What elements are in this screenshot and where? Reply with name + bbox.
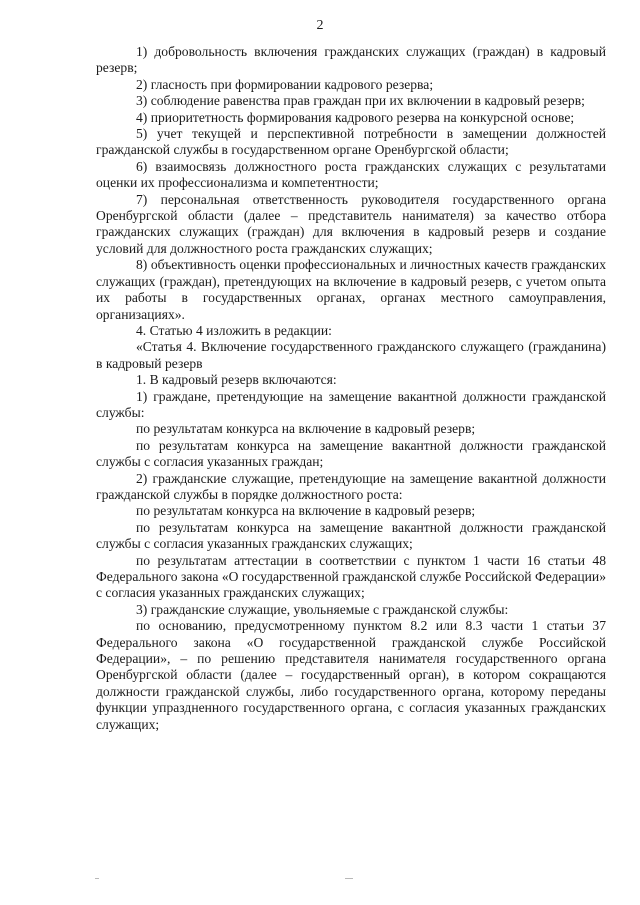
- paragraph-principle-6: 6) взаимосвязь должностного роста гражданских служащих с результатами оценки их профессионализма и компетентности;: [96, 158, 606, 191]
- paragraph-item-1: 1) граждане, претендующие на замещение вакантной должности гражданской службы:: [96, 388, 606, 420]
- paragraph-principle-3: 3) соблюдение равенства прав граждан при их включении в кадровый резерв;: [136, 93, 585, 109]
- paragraph-item-2: 2) гражданские служащие, претендующие на замещение вакантной должности гражданской службы в порядке должностного роста:: [96, 470, 606, 502]
- paragraph-item-2-a: по результатам конкурса на включение в кадровый резерв;: [136, 503, 476, 519]
- paragraph-item-2-b: по результатам конкурса на замещение вакантной должности гражданской службы с согласия указанных гражданских служащих;: [96, 519, 606, 552]
- paragraph-principle-7: 7) персональная ответственность руководителя государственного органа Оренбургской области (далее – представитель нанимателя) за качество отбора гражданских служащих (граждан) для включения в кадровый резерв и создание условий для должностного роста гражданских служащих;: [96, 191, 606, 256]
- paragraph-article-4-part-1: 1. В кадровый резерв включаются:: [136, 372, 337, 388]
- paragraph-item-1-a: по результатам конкурса на включение в кадровый резерв;: [136, 421, 476, 437]
- paragraph-article-4-title: «Статья 4. Включение государственного гражданского служащего (гражданина) в кадровый резерв: [96, 339, 606, 371]
- page-number: 2: [316, 18, 324, 33]
- paragraph-principle-2: 2) гласность при формировании кадрового резерва;: [136, 76, 434, 92]
- scan-artifact-right: [345, 878, 353, 879]
- paragraph-amendment-4: 4. Статью 4 изложить в редакции:: [136, 322, 332, 338]
- paragraph-item-2-c: по результатам аттестации в соответствии с пунктом 1 части 16 статьи 48 Федерального закона «О государственной гражданской службе Российской Федерации» с согласия указанных гражданских служащих;: [96, 552, 606, 601]
- scan-artifact-left: [95, 878, 99, 879]
- paragraph-item-1-b: по результатам конкурса на замещение вакантной должности гражданской службы с согласия указанных граждан;: [96, 437, 606, 470]
- paragraph-principle-1: 1) добровольность включения гражданских служащих (граждан) в кадровый резерв;: [96, 44, 606, 76]
- document-body: [96, 44, 606, 733]
- paragraph-item-3-a: по основанию, предусмотренному пунктом 8.2 или 8.3 части 1 статьи 37 Федерального закона «О государственной гражданской службе Российской Федерации», – по решению представителя нанимателя государственного органа Оренбургской области (далее – государственный орган), в котором сокращаются должности гражданской службы, либо государственного органа, которому переданы функции упраздненного государственного органа, с согласия указанных гражданских служащих;: [96, 618, 606, 732]
- paragraph-principle-8: 8) объективность оценки профессиональных и личностных качеств гражданских служащих (граждан), претендующих на включение в кадровый резерв, с учетом опыта их работы в государственных органах, органах местного самоуправления, организациях».: [96, 257, 606, 322]
- paragraph-principle-5: 5) учет текущей и перспективной потребности в замещении должностей гражданской службы в государственном органе Оренбургской области;: [96, 126, 606, 158]
- paragraph-item-3: 3) гражданские служащие, увольняемые с гражданской службы:: [136, 601, 509, 617]
- paragraph-principle-4: 4) приоритетность формирования кадрового резерва на конкурсной основе;: [136, 109, 575, 125]
